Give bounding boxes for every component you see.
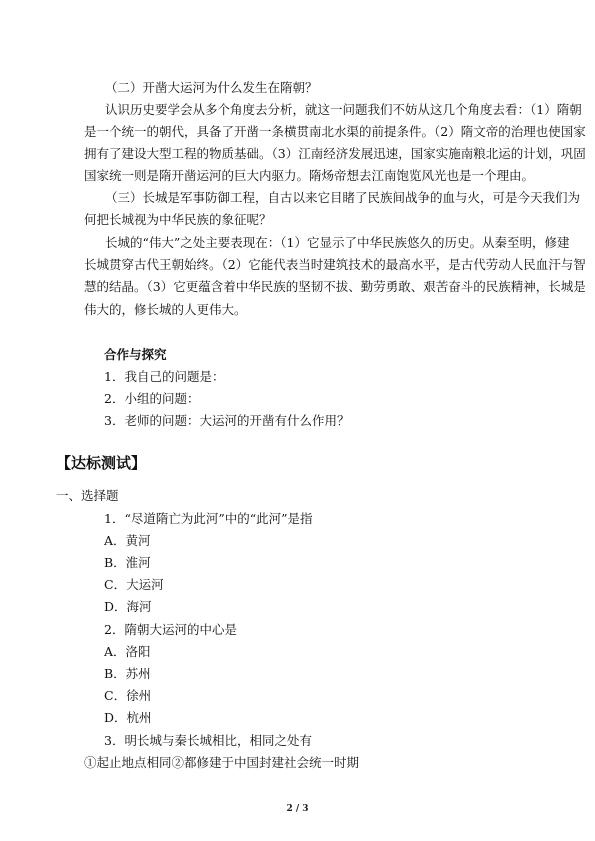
test-q2-stem: 2．隋朝大运河的中心是 [104, 622, 237, 637]
q3-title-line-2: 何把长城视为中华民族的象征呢？ [84, 212, 272, 227]
test-section-title: 【达标测试】 [56, 454, 147, 472]
test-q1-option-d: D．海河 [104, 599, 152, 614]
test-q2-option-b: B．苏州 [104, 666, 151, 681]
q2-line-2: 是一个统一的朝代，具备了开凿一条横贯南北水渠的前提条件。（2）隋文帝的治理也使国家 [84, 124, 586, 139]
coop-item-3: 3．老师的问题：大运河的开凿有什么作用？ [104, 413, 350, 428]
test-q3-sub: ①起止地点相同②都修建于中国封建社会统一时期 [84, 755, 360, 770]
test-category: 一、选择题 [56, 488, 119, 503]
test-q2-option-d: D．杭州 [104, 710, 152, 725]
test-q1-stem: 1．“尽道隋亡为此河”中的“此河”是指 [104, 511, 313, 526]
q3-line-4: 伟大的，修长城的人更伟大。 [84, 302, 247, 317]
q3-line-3: 慧的结晶。（3）它更蕴含着中华民族的坚韧不拔、勤劳勇敢、艰苦奋斗的民族精神，长城是 [84, 279, 586, 294]
test-q2-option-a: A．洛阳 [104, 644, 151, 659]
test-q1-option-b: B．淮河 [104, 555, 151, 570]
coop-item-1: 1．我自己的问题是： [104, 369, 225, 384]
q2-line-3: 拥有了建设大型工程的物质基础。（3）江南经济发展迅速，国家实施南粮北运的计划，巩固 [84, 146, 586, 161]
coop-title: 合作与探究 [104, 347, 167, 362]
coop-item-2: 2．小组的问题： [104, 391, 200, 406]
q3-line-2: 长城贯穿古代王朝始终。（2）它能代表当时建筑技术的最高水平，是古代劳动人民血汗与智 [84, 257, 586, 272]
test-q3-stem: 3．明长城与秦长城相比，相同之处有 [104, 733, 312, 748]
test-q2-option-c: C．徐州 [104, 688, 152, 703]
q2-title: （二）开凿大运河为什么发生在隋朝？ [105, 80, 318, 95]
q2-line-4: 国家统一则是隋开凿运河的巨大内驱力。隋炀帝想去江南饱览风光也是一个理由。 [84, 168, 535, 183]
test-q1-option-a: A．黄河 [104, 533, 151, 548]
q2-line-1: 认识历史要学会从多个角度去分析，就这一问题我们不妨从这几个角度去看：（1）隋朝 [105, 102, 582, 117]
test-q1-option-c: C．大运河 [104, 577, 164, 592]
q3-line-1: 长城的“伟大”之处主要表现在：（1）它显示了中华民族悠久的历史。从秦至明，修建 [105, 235, 570, 250]
q3-title-line-1: （三）长城是军事防御工程，自古以来它目睹了民族间战争的血与火，可是今天我们为 [105, 190, 581, 205]
page-number: 2 / 3 [286, 804, 309, 814]
